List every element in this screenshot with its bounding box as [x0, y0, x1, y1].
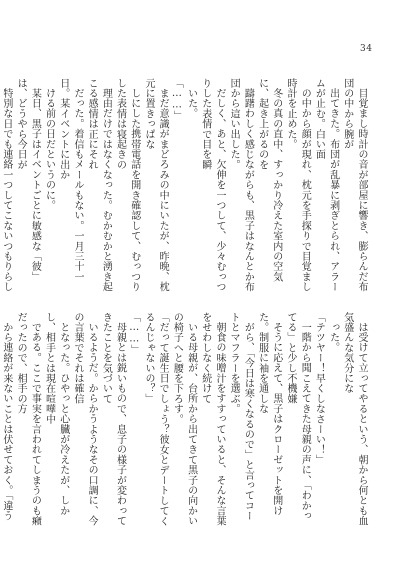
text-block-top	[0, 78, 368, 294]
text-line: 冬の真の直中、すっかり冷えた室内の空気に、起き上がるのを	[256, 78, 282, 282]
text-line: 特別な日でも連絡一つしてこないつもりらし	[0, 88, 12, 292]
text-line: である。ここで事実を言われてしまうのも癪だったので、相手の方	[15, 312, 41, 526]
text-line: 「……」	[128, 312, 140, 355]
text-line: だった。着信もメールもない。一月三十一日。某イベントに出か	[57, 78, 83, 282]
text-line: 「だって誕生日でしょう？彼女とデートしてくるんじゃないの？」	[142, 312, 169, 527]
text-line: だしく、あと、欠伸を一つして、少々むっつりした表情で目を瞬	[199, 78, 225, 292]
text-line: しにした携帯電話を開き確認して、むっつりした表情は寝起きの	[114, 78, 140, 292]
text-line: となった。ひやっと心臓が冷えたが、しかし、相手とは現在喧嘩中	[43, 312, 69, 516]
text-line: 某日、黒子はイベントごとに敏感な「彼」は、どうやら今日が	[15, 78, 41, 282]
text-line: 目覚まし時計の音が部屋に響き、膨らんだ布団の中から腕が	[341, 78, 367, 292]
text-line: の中から顔が現れ、枕元を手探りで目覚まし時計を止めた。	[284, 78, 311, 292]
text-line: 躊躇わしく感じながらも、黒子はなんとか布団から這い出した。	[228, 78, 254, 292]
text-line: 「テツヤー！早くしなさーい！」	[313, 312, 325, 465]
text-line: 理由だけではなくなった。むかむかと湧き起こる感情は正にそれ	[86, 78, 112, 292]
text-line: ける前の日だというのに。	[43, 88, 55, 211]
text-line: 朝食の味噌汁をすすっていると、そんな言葉をせわしなく続けて	[199, 312, 225, 526]
text-line: 「……」	[171, 78, 183, 121]
text-line: がら、「今日は寒くなるので」と言ってコートとマフラーを選ぶ。	[228, 312, 254, 521]
text-line: から連絡が来ないことは伏せておく。「違う	[0, 322, 12, 521]
text-line: 母親とは鋭いもので、息子の様子が変わってきたことを気づいて	[100, 312, 126, 526]
page-number: 34	[360, 44, 373, 54]
text-line: は受けて立ってやるという、朝から何とも血気盛んな気分にな	[341, 312, 367, 526]
text-line: いた。	[185, 88, 197, 119]
text-line: そうに応えて、黒子はクローゼットを開けた。制服に袖を通しな	[256, 312, 282, 516]
text-line: 一階から聞こえてきた母親の声に、「わかってる」と少し不機嫌	[284, 312, 311, 521]
text-line: いる母親が、台所から出てきて黒子の向かいの椅子へと腰を下ろす。	[171, 312, 197, 526]
text-block-bottom	[0, 312, 368, 528]
text-line: 出てきた。布団が乱暴に剥ぎとられ、アラームが止む。白い面	[313, 78, 339, 292]
text-line: まだ意識がまどろみの中にいたが、昨晩、枕元に置きっぱな	[142, 78, 169, 292]
text-line: いるようだ。からかうようなその口調に、今の言葉でそれは確信	[71, 312, 98, 526]
text-line: った。	[327, 322, 339, 353]
